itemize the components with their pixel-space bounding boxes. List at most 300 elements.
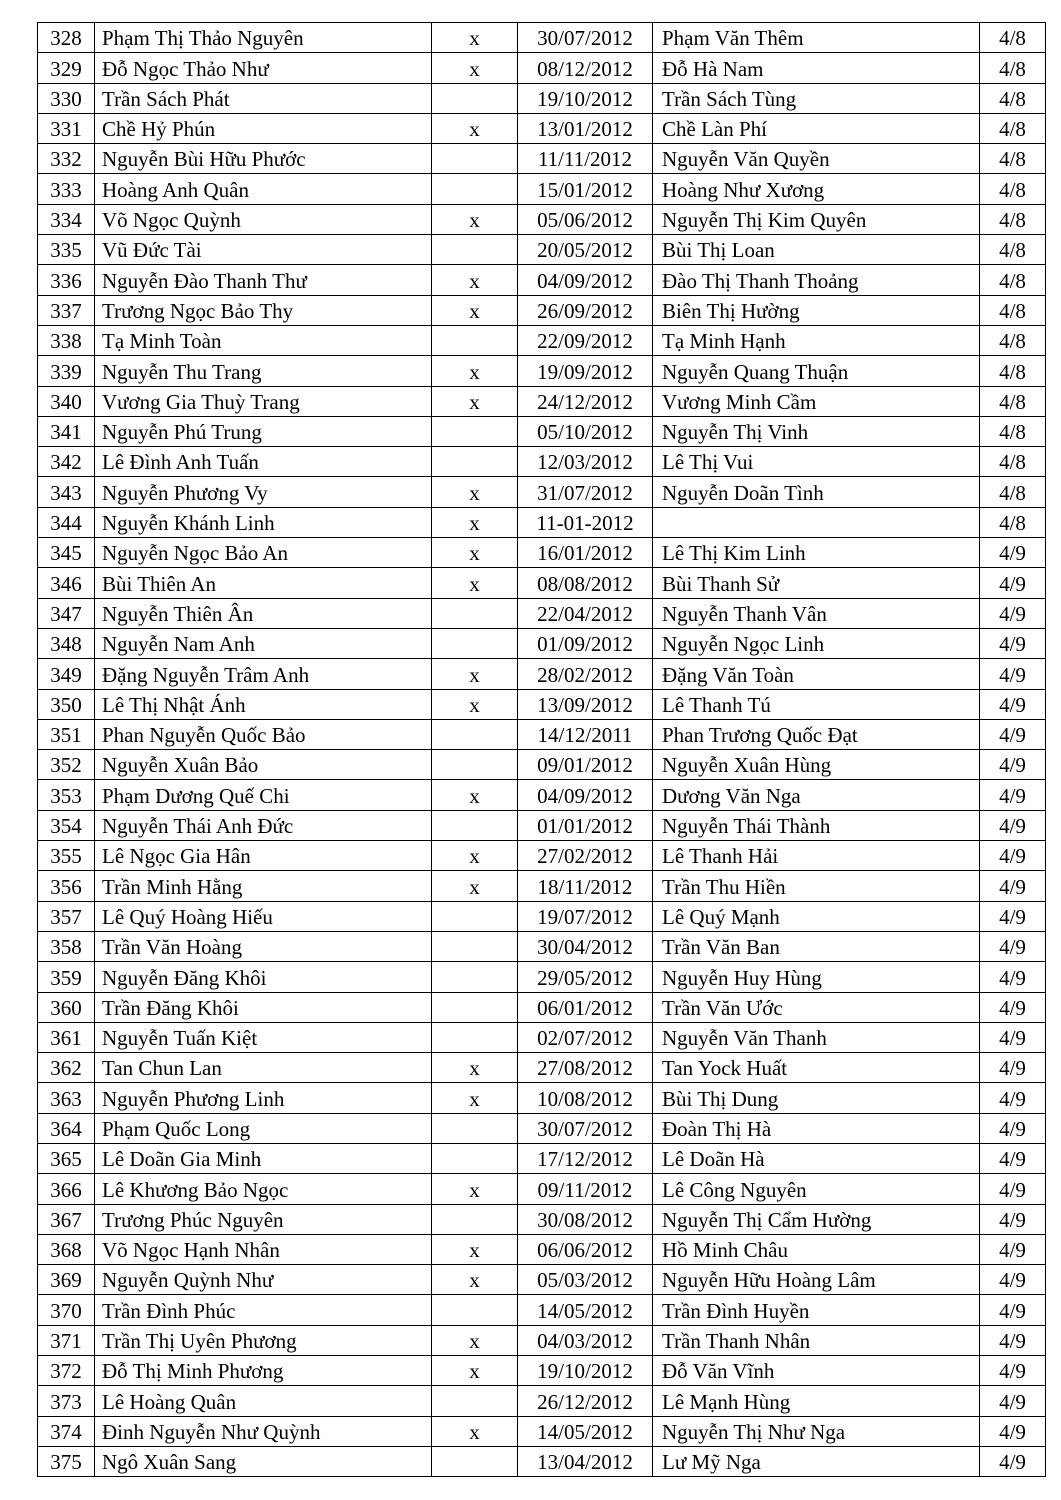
row-number-cell xyxy=(38,235,95,265)
row-number-cell xyxy=(38,507,95,537)
birth-date-cell xyxy=(518,810,653,840)
female-mark-cell xyxy=(432,416,518,446)
birth-date-cell xyxy=(518,174,653,204)
birth-date-cell xyxy=(518,659,653,689)
female-mark-cell xyxy=(432,719,518,749)
class-cell xyxy=(980,1416,1046,1446)
row-number-cell xyxy=(38,1143,95,1173)
student-name: Phạm Thị Thảo Nguyên xyxy=(102,26,304,51)
female-mark-cell xyxy=(432,1325,518,1355)
parent-name: Lê Thanh Tú xyxy=(662,692,771,717)
class-name: 4/9 xyxy=(999,1177,1026,1202)
student-name: Nguyễn Phương Linh xyxy=(102,1086,285,1111)
parent-name-cell xyxy=(653,113,980,143)
female-mark-cell xyxy=(432,23,518,53)
parent-name-cell xyxy=(653,992,980,1022)
parent-name-cell xyxy=(653,598,980,628)
parent-name: Trần Thu Hiền xyxy=(662,874,786,899)
table-row xyxy=(38,962,1046,992)
table-row xyxy=(38,628,1046,658)
female-mark: x xyxy=(469,56,480,81)
parent-name-cell xyxy=(653,1265,980,1295)
student-name-cell xyxy=(95,265,432,295)
birth-date: 09/11/2012 xyxy=(537,1177,633,1202)
parent-name: Nguyễn Văn Quyền xyxy=(662,147,830,172)
student-name: Vũ Đức Tài xyxy=(102,238,202,263)
parent-name-cell xyxy=(653,1295,980,1325)
birth-date-cell xyxy=(518,1295,653,1325)
parent-name-cell xyxy=(653,1053,980,1083)
class-name: 4/8 xyxy=(999,117,1026,142)
female-mark-cell xyxy=(432,841,518,871)
class-cell xyxy=(980,962,1046,992)
student-name-cell xyxy=(95,1022,432,1052)
row-number: 373 xyxy=(50,1389,82,1414)
row-number: 357 xyxy=(50,904,82,929)
table-row xyxy=(38,386,1046,416)
birth-date: 13/09/2012 xyxy=(537,692,633,717)
row-number: 338 xyxy=(50,329,82,354)
student-name: Đỗ Thị Minh Phương xyxy=(102,1359,284,1384)
parent-name-cell xyxy=(653,780,980,810)
female-mark-cell xyxy=(432,538,518,568)
birth-date: 22/04/2012 xyxy=(537,601,633,626)
birth-date: 04/09/2012 xyxy=(537,783,633,808)
student-name: Nguyễn Tuấn Kiệt xyxy=(102,1026,258,1051)
row-number: 342 xyxy=(50,450,82,475)
parent-name: Phan Trương Quốc Đạt xyxy=(662,723,858,748)
birth-date-cell xyxy=(518,1204,653,1234)
female-mark-cell xyxy=(432,750,518,780)
row-number-cell xyxy=(38,810,95,840)
birth-date: 31/07/2012 xyxy=(537,480,633,505)
row-number-cell xyxy=(38,1386,95,1416)
class-name: 4/8 xyxy=(999,86,1026,111)
parent-name: Nguyễn Thị Cẩm Hường xyxy=(662,1207,872,1232)
female-mark: x xyxy=(469,1177,480,1202)
female-mark: x xyxy=(469,1238,480,1263)
birth-date-cell xyxy=(518,901,653,931)
female-mark-cell xyxy=(432,1022,518,1052)
parent-name-cell xyxy=(653,1234,980,1264)
student-name: Võ Ngọc Hạnh Nhân xyxy=(102,1238,280,1263)
row-number-cell xyxy=(38,841,95,871)
student-name: Lê Hoàng Quân xyxy=(102,1389,237,1414)
parent-name-cell xyxy=(653,53,980,83)
class-cell xyxy=(980,1204,1046,1234)
student-name: Trần Sách Phát xyxy=(102,86,230,111)
parent-name-cell xyxy=(653,416,980,446)
parent-name: Biên Thị Hường xyxy=(662,298,800,323)
student-name: Trương Ngọc Bảo Thy xyxy=(102,298,294,323)
class-cell xyxy=(980,83,1046,113)
female-mark: x xyxy=(469,874,480,899)
table-row xyxy=(38,1234,1046,1264)
row-number-cell xyxy=(38,931,95,961)
class-cell xyxy=(980,1053,1046,1083)
parent-name: Lê Mạnh Hùng xyxy=(662,1389,791,1414)
class-cell xyxy=(980,1022,1046,1052)
birth-date-cell xyxy=(518,871,653,901)
birth-date: 22/09/2012 xyxy=(537,329,633,354)
parent-name: Đoàn Thị Hà xyxy=(662,1116,772,1141)
parent-name: Tạ Minh Hạnh xyxy=(662,329,786,354)
birth-date-cell xyxy=(518,1386,653,1416)
row-number: 371 xyxy=(50,1329,82,1354)
birth-date: 04/03/2012 xyxy=(537,1329,633,1354)
class-name: 4/9 xyxy=(999,541,1026,566)
table-row xyxy=(38,1022,1046,1052)
class-name: 4/9 xyxy=(999,1419,1026,1444)
birth-date-cell xyxy=(518,1113,653,1143)
female-mark: x xyxy=(469,359,480,384)
row-number-cell xyxy=(38,689,95,719)
female-mark-cell xyxy=(432,628,518,658)
birth-date-cell xyxy=(518,1083,653,1113)
female-mark-cell xyxy=(432,598,518,628)
female-mark-cell xyxy=(432,386,518,416)
table-row xyxy=(38,144,1046,174)
row-number: 340 xyxy=(50,389,82,414)
row-number-cell xyxy=(38,598,95,628)
row-number-cell xyxy=(38,1234,95,1264)
row-number: 352 xyxy=(50,753,82,778)
roster-body xyxy=(38,23,1046,1477)
student-name: Nguyễn Quỳnh Như xyxy=(102,1268,274,1293)
parent-name: Lư Mỹ Nga xyxy=(662,1450,761,1475)
row-number: 358 xyxy=(50,935,82,960)
class-name: 4/9 xyxy=(999,723,1026,748)
parent-name-cell xyxy=(653,568,980,598)
student-name-cell xyxy=(95,810,432,840)
female-mark-cell xyxy=(432,1204,518,1234)
birth-date: 05/10/2012 xyxy=(537,420,633,445)
row-number-cell xyxy=(38,1174,95,1204)
birth-date-cell xyxy=(518,780,653,810)
table-row xyxy=(38,841,1046,871)
student-name: Vương Gia Thuỳ Trang xyxy=(102,389,300,414)
row-number: 363 xyxy=(50,1086,82,1111)
parent-name: Dương Văn Nga xyxy=(662,783,801,808)
birth-date: 08/08/2012 xyxy=(537,571,633,596)
class-cell xyxy=(980,1356,1046,1386)
row-number-cell xyxy=(38,871,95,901)
birth-date: 13/04/2012 xyxy=(537,1450,633,1475)
row-number-cell xyxy=(38,1265,95,1295)
table-row xyxy=(38,689,1046,719)
parent-name: Lê Quý Mạnh xyxy=(662,904,780,929)
birth-date-cell xyxy=(518,113,653,143)
parent-name-cell xyxy=(653,325,980,355)
class-name: 4/9 xyxy=(999,1329,1026,1354)
class-name: 4/8 xyxy=(999,450,1026,475)
female-mark-cell xyxy=(432,1113,518,1143)
female-mark-cell xyxy=(432,295,518,325)
parent-name: Đỗ Hà Nam xyxy=(662,56,764,81)
table-row xyxy=(38,598,1046,628)
class-name: 4/8 xyxy=(999,480,1026,505)
parent-name: Đặng Văn Toàn xyxy=(662,662,794,687)
table-row xyxy=(38,83,1046,113)
birth-date: 02/07/2012 xyxy=(537,1026,633,1051)
class-name: 4/8 xyxy=(999,268,1026,293)
student-name-cell xyxy=(95,659,432,689)
student-name: Nguyễn Bùi Hữu Phước xyxy=(102,147,306,172)
student-name: Lê Đình Anh Tuấn xyxy=(102,450,259,475)
class-cell xyxy=(980,901,1046,931)
birth-date-cell xyxy=(518,23,653,53)
row-number: 366 xyxy=(50,1177,82,1202)
parent-name: Trần Sách Tùng xyxy=(662,86,797,111)
female-mark: x xyxy=(469,1359,480,1384)
birth-date-cell xyxy=(518,598,653,628)
female-mark: x xyxy=(469,692,480,717)
parent-name-cell xyxy=(653,204,980,234)
table-row xyxy=(38,750,1046,780)
student-name-cell xyxy=(95,1113,432,1143)
birth-date: 16/01/2012 xyxy=(537,541,633,566)
student-name: Nguyễn Ngọc Bảo An xyxy=(102,541,289,566)
parent-name-cell xyxy=(653,841,980,871)
parent-name: Nguyễn Huy Hùng xyxy=(662,965,822,990)
class-name: 4/9 xyxy=(999,662,1026,687)
female-mark-cell xyxy=(432,477,518,507)
class-cell xyxy=(980,750,1046,780)
class-cell xyxy=(980,689,1046,719)
parent-name: Nguyễn Xuân Hùng xyxy=(662,753,832,778)
student-name: Nguyễn Thiên Ân xyxy=(102,601,254,626)
student-name-cell xyxy=(95,83,432,113)
birth-date: 01/09/2012 xyxy=(537,632,633,657)
parent-name-cell xyxy=(653,901,980,931)
row-number-cell xyxy=(38,901,95,931)
birth-date: 30/04/2012 xyxy=(537,935,633,960)
student-name: Bùi Thiên An xyxy=(102,571,216,596)
student-name-cell xyxy=(95,386,432,416)
class-name: 4/9 xyxy=(999,571,1026,596)
female-mark xyxy=(432,1473,517,1476)
table-row xyxy=(38,780,1046,810)
student-name-cell xyxy=(95,1325,432,1355)
row-number-cell xyxy=(38,295,95,325)
row-number: 369 xyxy=(50,1268,82,1293)
birth-date-cell xyxy=(518,719,653,749)
row-number: 345 xyxy=(50,541,82,566)
class-name: 4/9 xyxy=(999,1147,1026,1172)
female-mark-cell xyxy=(432,1386,518,1416)
student-name-cell xyxy=(95,235,432,265)
parent-name: Trần Văn Ban xyxy=(662,935,780,960)
row-number: 375 xyxy=(50,1450,82,1475)
class-cell xyxy=(980,1113,1046,1143)
row-number-cell xyxy=(38,1446,95,1476)
parent-name: Nguyễn Quang Thuận xyxy=(662,359,849,384)
row-number: 348 xyxy=(50,632,82,657)
birth-date: 20/05/2012 xyxy=(537,238,633,263)
class-name: 4/8 xyxy=(999,420,1026,445)
student-name: Lê Khương Bảo Ngọc xyxy=(102,1177,289,1202)
student-name-cell xyxy=(95,1204,432,1234)
row-number: 346 xyxy=(50,571,82,596)
birth-date-cell xyxy=(518,356,653,386)
class-name: 4/9 xyxy=(999,1298,1026,1323)
class-name: 4/8 xyxy=(999,511,1026,536)
birth-date: 26/09/2012 xyxy=(537,298,633,323)
student-name: Lê Quý Hoàng Hiếu xyxy=(102,904,273,929)
student-name: Trần Đình Phúc xyxy=(102,1298,236,1323)
class-cell xyxy=(980,23,1046,53)
birth-date: 05/03/2012 xyxy=(537,1268,633,1293)
table-row xyxy=(38,1204,1046,1234)
row-number-cell xyxy=(38,113,95,143)
birth-date-cell xyxy=(518,386,653,416)
student-name-cell xyxy=(95,507,432,537)
female-mark-cell xyxy=(432,901,518,931)
table-row xyxy=(38,931,1046,961)
row-number: 361 xyxy=(50,1026,82,1051)
student-name: Nguyễn Thu Trang xyxy=(102,359,262,384)
parent-name-cell xyxy=(653,235,980,265)
row-number-cell xyxy=(38,750,95,780)
class-cell xyxy=(980,416,1046,446)
birth-date-cell xyxy=(518,1022,653,1052)
parent-name: Đào Thị Thanh Thoảng xyxy=(662,268,859,293)
class-cell xyxy=(980,1325,1046,1355)
class-cell xyxy=(980,1386,1046,1416)
female-mark: x xyxy=(469,208,480,233)
class-name: 4/9 xyxy=(999,844,1026,869)
birth-date: 11-01-2012 xyxy=(536,511,634,536)
birth-date-cell xyxy=(518,628,653,658)
parent-name: Hồ Minh Châu xyxy=(662,1238,788,1263)
female-mark: x xyxy=(469,117,480,142)
class-name: 4/9 xyxy=(999,632,1026,657)
row-number-cell xyxy=(38,265,95,295)
birth-date: 09/01/2012 xyxy=(537,753,633,778)
row-number: 365 xyxy=(50,1147,82,1172)
female-mark: x xyxy=(469,783,480,808)
class-cell xyxy=(980,1143,1046,1173)
class-cell xyxy=(980,1174,1046,1204)
parent-name-cell xyxy=(653,538,980,568)
student-name: Nguyễn Xuân Bảo xyxy=(102,753,259,778)
student-name-cell xyxy=(95,1416,432,1446)
row-number-cell xyxy=(38,1325,95,1355)
table-row xyxy=(38,325,1046,355)
parent-name-cell xyxy=(653,659,980,689)
parent-name-cell xyxy=(653,1416,980,1446)
parent-name-cell xyxy=(653,174,980,204)
class-name: 4/9 xyxy=(999,814,1026,839)
class-name: 4/9 xyxy=(999,1116,1026,1141)
student-name: Tạ Minh Toàn xyxy=(102,329,222,354)
class-cell xyxy=(980,1083,1046,1113)
student-name: Đỗ Ngọc Thảo Như xyxy=(102,56,269,81)
parent-name-cell xyxy=(653,447,980,477)
student-name: Nguyễn Nam Anh xyxy=(102,632,255,657)
birth-date: 18/11/2012 xyxy=(537,874,633,899)
parent-name-cell xyxy=(653,1446,980,1476)
row-number: 328 xyxy=(50,26,82,51)
parent-name-cell xyxy=(653,689,980,719)
parent-name: Tan Yock Huất xyxy=(662,1056,788,1081)
class-name: 4/9 xyxy=(999,995,1026,1020)
table-row xyxy=(38,1174,1046,1204)
student-name-cell xyxy=(95,1234,432,1264)
student-name-cell xyxy=(95,871,432,901)
table-row xyxy=(38,204,1046,234)
student-name-cell xyxy=(95,538,432,568)
row-number-cell xyxy=(38,1113,95,1143)
row-number: 344 xyxy=(50,511,82,536)
female-mark: x xyxy=(469,844,480,869)
parent-name-cell xyxy=(653,356,980,386)
row-number: 349 xyxy=(50,662,82,687)
row-number-cell xyxy=(38,538,95,568)
parent-name: Phạm Văn Thêm xyxy=(662,26,804,51)
row-number: 362 xyxy=(50,1056,82,1081)
birth-date: 26/12/2012 xyxy=(537,1389,633,1414)
parent-name: Lê Thị Kim Linh xyxy=(662,541,806,566)
parent-name-cell xyxy=(653,931,980,961)
row-number: 339 xyxy=(50,359,82,384)
row-number: 368 xyxy=(50,1238,82,1263)
class-cell xyxy=(980,507,1046,537)
birth-date-cell xyxy=(518,295,653,325)
row-number: 359 xyxy=(50,965,82,990)
row-number-cell xyxy=(38,83,95,113)
birth-date: 30/07/2012 xyxy=(537,26,633,51)
student-name-cell xyxy=(95,477,432,507)
student-name-cell xyxy=(95,447,432,477)
parent-name: Trần Thanh Nhân xyxy=(662,1329,811,1354)
student-name-cell xyxy=(95,1446,432,1476)
parent-name: Nguyễn Thị Kim Quyên xyxy=(662,208,867,233)
row-number: 364 xyxy=(50,1116,82,1141)
birth-date-cell xyxy=(518,931,653,961)
student-name: Đặng Nguyễn Trâm Anh xyxy=(102,662,310,687)
row-number-cell xyxy=(38,356,95,386)
table-row xyxy=(38,538,1046,568)
birth-date-cell xyxy=(518,1143,653,1173)
row-number: 353 xyxy=(50,783,82,808)
parent-name-cell xyxy=(653,962,980,992)
birth-date: 30/08/2012 xyxy=(537,1207,633,1232)
class-name: 4/8 xyxy=(999,238,1026,263)
parent-name: Lê Công Nguyên xyxy=(662,1177,807,1202)
student-name-cell xyxy=(95,204,432,234)
female-mark-cell xyxy=(432,1083,518,1113)
female-mark-cell xyxy=(432,325,518,355)
parent-name-cell xyxy=(653,871,980,901)
birth-date-cell xyxy=(518,689,653,719)
female-mark-cell xyxy=(432,1174,518,1204)
class-name: 4/9 xyxy=(999,601,1026,626)
class-name: 4/8 xyxy=(999,298,1026,323)
birth-date-cell xyxy=(518,568,653,598)
birth-date: 24/12/2012 xyxy=(537,389,633,414)
student-name: Nguyễn Phú Trung xyxy=(102,420,262,445)
parent-name: Nguyễn Thị Vinh xyxy=(662,420,809,445)
class-cell xyxy=(980,810,1046,840)
birth-date-cell xyxy=(518,325,653,355)
birth-date-cell xyxy=(518,1053,653,1083)
birth-date: 19/07/2012 xyxy=(537,904,633,929)
female-mark: x xyxy=(469,1419,480,1444)
parent-name-cell xyxy=(653,1143,980,1173)
class-name: 4/9 xyxy=(999,783,1026,808)
row-number-cell xyxy=(38,962,95,992)
